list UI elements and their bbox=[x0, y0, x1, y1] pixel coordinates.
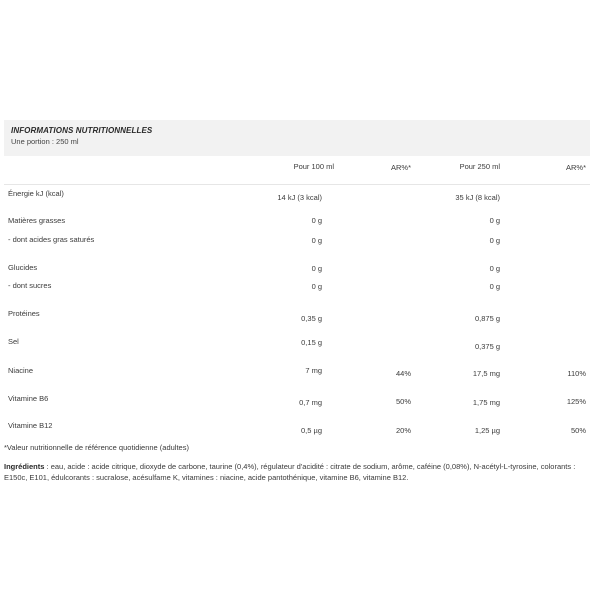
column-header-ar-250: AR%* bbox=[565, 163, 586, 172]
ingredients-text: : eau, acide : acide citrique, dioxyde de carbone, taurine (0,4%), régulateur d'acidité : citrate de sodium, arôme, caféine (0,08%), N-acétyl-L-tyrosine, colorants : E150c, E101, édulcorants : sucralose, acésulfame K, vitamines : niacine, acide pantothénique, vitamine B6, vitamine B12. bbox=[4, 462, 576, 482]
ingredients-list bbox=[4, 461, 590, 483]
table-row bbox=[4, 309, 590, 323]
table-row bbox=[4, 235, 590, 249]
value-per-100ml: 0,7 mg bbox=[299, 398, 322, 407]
nutrition-table bbox=[4, 120, 590, 185]
nutrient-name: - dont sucres bbox=[8, 281, 52, 290]
ar-percent-250ml: 110% bbox=[567, 369, 586, 378]
value-per-250ml: 17,5 mg bbox=[472, 369, 500, 378]
table-row bbox=[4, 216, 590, 230]
column-header-per-100ml: Pour 100 ml bbox=[293, 162, 334, 171]
nutrient-name: Énergie kJ (kcal) bbox=[8, 189, 64, 198]
value-per-100ml: 0 g bbox=[311, 264, 322, 273]
value-per-100ml: 0,35 g bbox=[301, 314, 322, 323]
value-per-250ml: 0,875 g bbox=[474, 314, 500, 323]
value-per-100ml: 0,15 g bbox=[301, 338, 322, 347]
value-per-250ml: 0 g bbox=[489, 216, 500, 225]
column-headers bbox=[4, 156, 590, 185]
ar-percent-100ml: 44% bbox=[395, 369, 411, 378]
nutrient-name: Niacine bbox=[8, 366, 34, 375]
nutrient-name: - dont acides gras saturés bbox=[8, 235, 95, 244]
nutrient-name: Matières grasses bbox=[8, 216, 66, 225]
value-per-250ml: 0 g bbox=[489, 264, 500, 273]
value-per-250ml: 0 g bbox=[489, 282, 500, 291]
table-row bbox=[4, 366, 590, 380]
value-per-100ml: 0 g bbox=[311, 216, 322, 225]
value-per-100ml: 0,5 µg bbox=[300, 426, 322, 435]
nutrient-name: Vitamine B6 bbox=[8, 394, 49, 403]
nutrient-name: Vitamine B12 bbox=[8, 421, 53, 430]
ar-percent-250ml: 125% bbox=[566, 397, 586, 406]
column-header-per-250ml: Pour 250 ml bbox=[459, 162, 500, 171]
value-per-250ml: 1,75 mg bbox=[472, 398, 500, 407]
table-row bbox=[4, 394, 590, 408]
table-header bbox=[4, 120, 590, 156]
column-header-ar-100: AR%* bbox=[390, 163, 411, 172]
value-per-250ml: 1,25 µg bbox=[474, 426, 500, 435]
nutrient-name: Protéines bbox=[8, 309, 40, 318]
table-row bbox=[4, 263, 590, 277]
ar-percent-100ml: 50% bbox=[395, 397, 411, 406]
value-per-250ml: 35 kJ (8 kcal) bbox=[455, 193, 500, 202]
ingredients-label: Ingrédients bbox=[4, 462, 45, 471]
nutrient-name: Sel bbox=[8, 337, 19, 346]
value-per-100ml: 0 g bbox=[311, 282, 322, 291]
ar-percent-100ml: 20% bbox=[395, 426, 411, 435]
table-row bbox=[4, 337, 590, 351]
reference-intake-footnote: *Valeur nutritionnelle de référence quotidienne (adultes) bbox=[4, 443, 189, 452]
table-row bbox=[4, 281, 590, 295]
ar-percent-250ml: 50% bbox=[570, 426, 586, 435]
value-per-100ml: 7 mg bbox=[305, 366, 322, 375]
table-row bbox=[4, 421, 590, 435]
value-per-100ml: 0 g bbox=[311, 236, 322, 245]
value-per-100ml: 14 kJ (3 kcal) bbox=[277, 193, 322, 202]
value-per-250ml: 0 g bbox=[489, 236, 500, 245]
portion-size: Une portion : 250 ml bbox=[11, 137, 79, 146]
table-title: INFORMATIONS NUTRITIONNELLES bbox=[11, 126, 153, 135]
nutrient-name: Glucides bbox=[8, 263, 38, 272]
table-row bbox=[4, 189, 590, 203]
value-per-250ml: 0,375 g bbox=[474, 342, 500, 351]
